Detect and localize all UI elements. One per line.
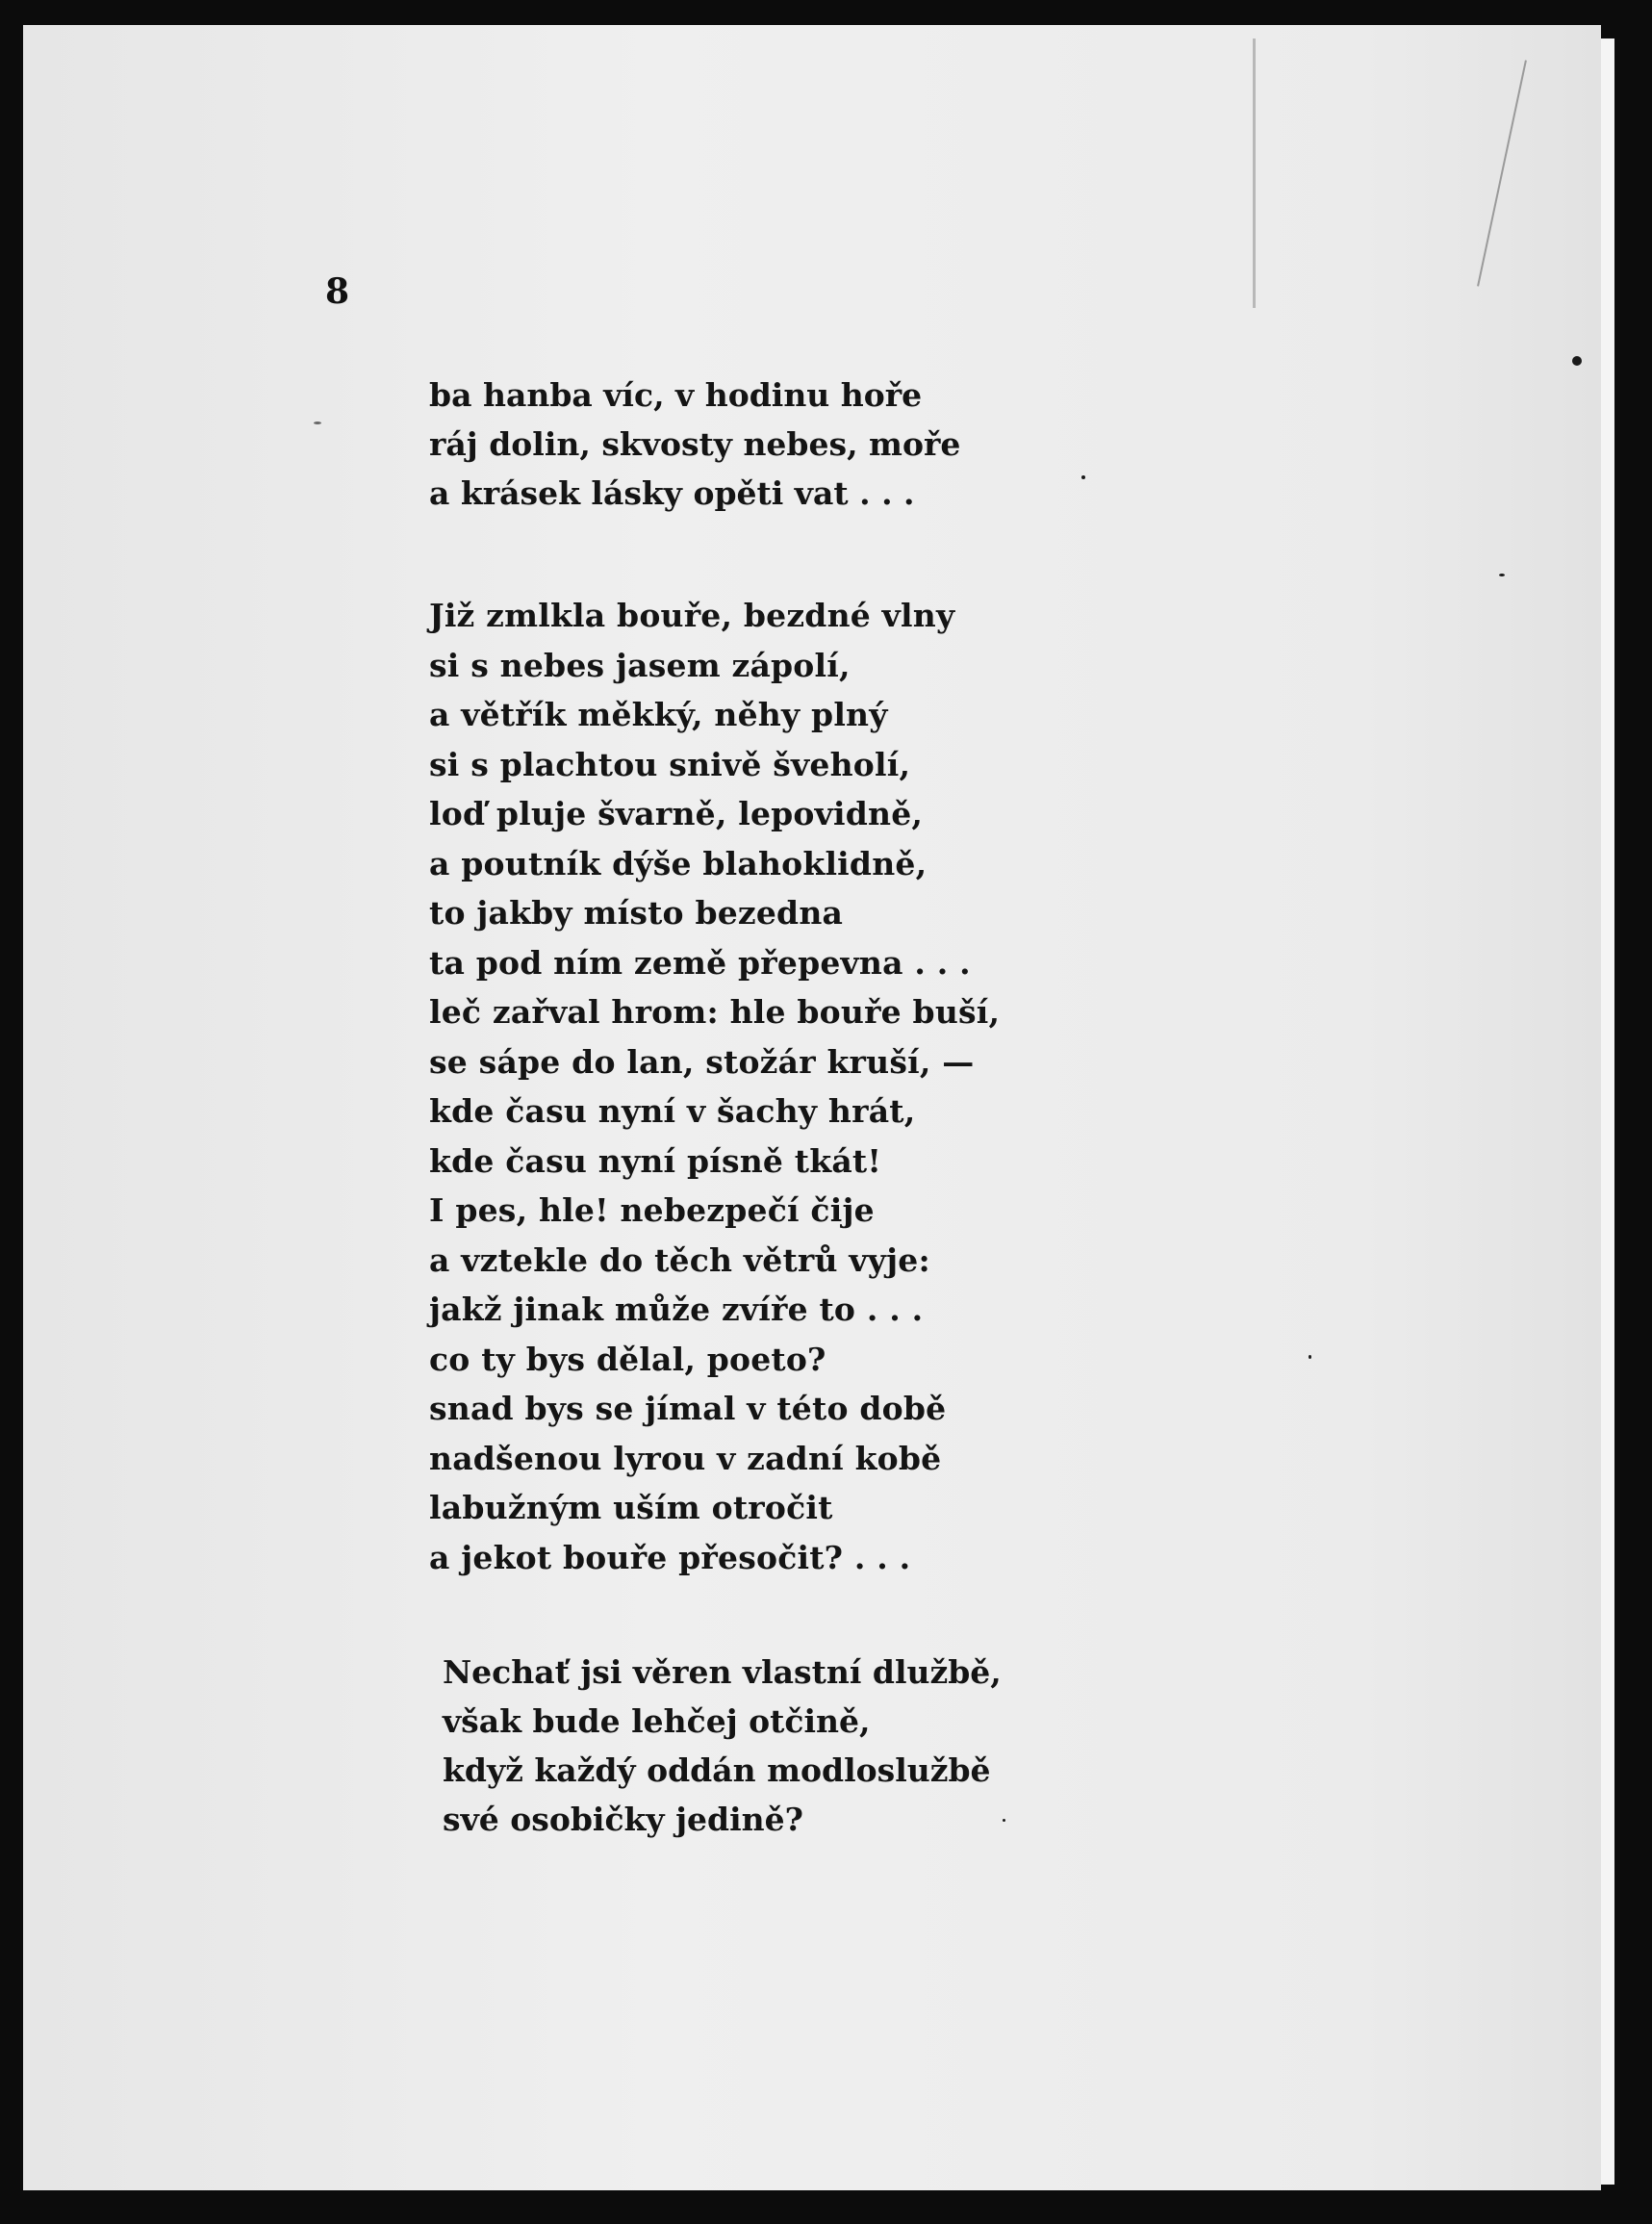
verse-line: však bude lehčej otčině, (443, 1702, 871, 1740)
verse-line: I pes, hle! nebezpečí čije (429, 1191, 875, 1229)
verse-line: své osobičky jedině? (443, 1801, 803, 1838)
page-number: 8 (325, 271, 350, 312)
scan-speck (1499, 574, 1505, 576)
verse-line: snad bys se jímal v této době (429, 1390, 947, 1427)
stanza-2 (429, 591, 1000, 1582)
verse-line: to jakby místo bezedna (429, 894, 844, 932)
scan-speck (1003, 1819, 1005, 1822)
page-edge (1601, 38, 1614, 2185)
verse-line: si s plachtou snivě šveholí, (429, 745, 911, 783)
verse-line: se sápe do lan, stožár kruší, — (429, 1042, 975, 1081)
verse-line: kde času nyní písně tkát! (429, 1141, 882, 1180)
verse-line: si s nebes jasem zápolí, (429, 646, 851, 684)
scan-speck (1309, 1355, 1311, 1359)
verse-line: Nechať jsi věren vlastní dlužbě, (443, 1653, 1002, 1691)
scan-streak (1253, 38, 1256, 308)
verse-line: labužným uším otročit (429, 1489, 833, 1526)
verse-line: leč zařval hrom: hle bouře buší, (429, 993, 1001, 1031)
verse-line: co ty bys dělal, poeto? (429, 1340, 826, 1378)
verse-line: loď pluje švarně, lepovidně, (429, 795, 924, 832)
scan-speck (1572, 356, 1582, 366)
stanza-1 (429, 371, 960, 518)
verse-line: a krásek lásky opěti vat . . . (429, 474, 915, 512)
verse-line: a jekot bouře přesočit? . . . (429, 1538, 911, 1576)
scan-speck (1081, 475, 1085, 479)
verse-line: jakž jinak může zvíře to . . . (429, 1291, 924, 1328)
verse-line: a poutník dýše blahoklidně, (429, 844, 928, 882)
stanza-3 (443, 1648, 1002, 1844)
verse-line: a vztekle do těch větrů vyje: (429, 1240, 930, 1279)
verse-line: kde času nyní v šachy hrát, (429, 1092, 916, 1130)
verse-line: ta pod ním země přepevna . . . (429, 943, 971, 982)
verse-line: když každý oddán modloslužbě (443, 1751, 991, 1789)
verse-line: Již zmlkla bouře, bezdné vlny (429, 597, 955, 634)
verse-line: nadšenou lyrou v zadní kobě (429, 1439, 942, 1477)
verse-line: ba hanba víc, v hodinu hoře (429, 376, 923, 414)
verse-line: ráj dolin, skvosty nebes, moře (429, 425, 961, 463)
verse-line: a větřík měkký, něhy plný (429, 696, 888, 733)
scan-speck (314, 422, 321, 424)
